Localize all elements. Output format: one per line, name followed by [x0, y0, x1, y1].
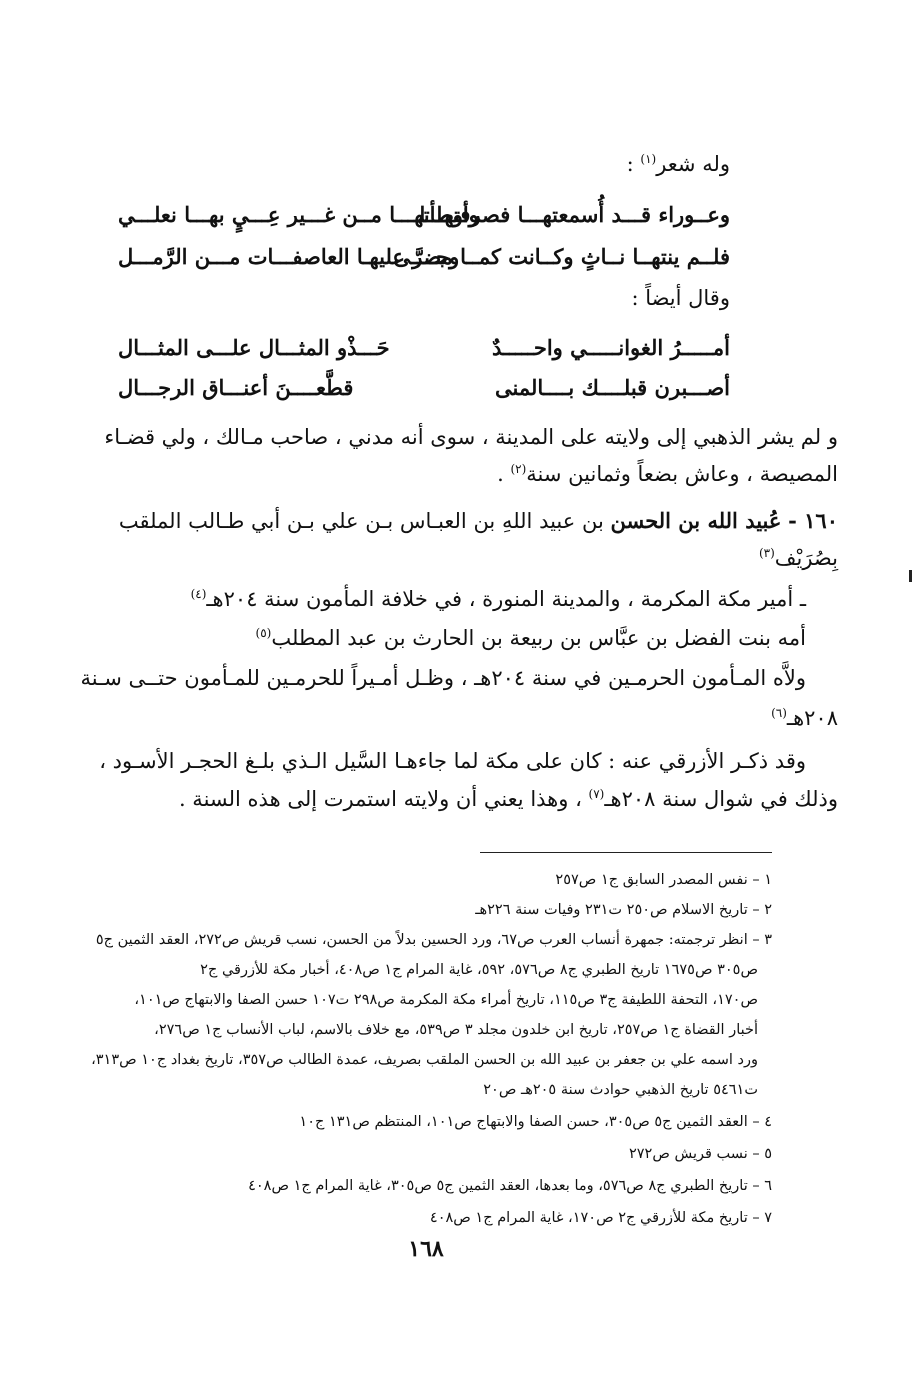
footnote-3-line-4: أخبار القضاة ج١ ص٢٥٧، تاريخ ابن خلدون مجلد ٣ ص٥٣٩، مع خلاف بالاسم، لباب الأنساب ج١ ص٢٧٦،	[154, 1022, 758, 1038]
margin-mark	[909, 570, 912, 582]
footnote-ref-5: (٥)	[255, 626, 272, 640]
verse-1-second-hemistich: وأوطأتهـــا مــن غـــير عِـــيٍ بهـــا نعلـــي	[118, 202, 479, 227]
footnote-1: ١ – نفس المصدر السابق ج١ ص٢٥٧	[555, 872, 772, 888]
entry-heading-line-1: ١٦٠ - عُبيد الله بن الحسن بن عبيد اللهِ بن العبـاس بـن علي بـن أبي طـالب الملقب	[118, 508, 838, 533]
paragraph-2-line-1: ولاَّه المـأمون الحرمـين في سنة ٢٠٤هـ ، وظـل أمـيراً للحرمـين للمـأمون حتــى سـنة	[80, 666, 806, 690]
verse-4-first-hemistich: أصـــبرن قبلــــك بــــالمنى	[495, 375, 730, 400]
verse-3-first-hemistich: أمـــــرُ الغوانـــــي واحـــــدٌ	[492, 335, 730, 360]
footnote-3-line-6: ت٥٤٦١ تاريخ الذهبي حوادث سنة ٢٠٥هـ ص٢٠	[483, 1082, 758, 1098]
paragraph-1-line-1: و لم يشر الذهبي إلى ولايته على المدينة ، سوى أنه مدني ، صاحب مـالك ، ولي قضـاء	[104, 425, 838, 449]
verse-4-second-hemistich: قطَّعــــنَ أعنـــاق الرجـــال	[118, 375, 354, 400]
verse-3-second-hemistich: حَـــذْو المثـــال علـــى المثـــال	[118, 335, 390, 360]
page-number: ١٦٨	[408, 1236, 444, 1262]
intro-line-also: وقال أيضاً :	[631, 286, 730, 310]
paragraph-3-line-2: وذلك في شوال سنة ٢٠٨هـ$^{(٧)}$ ، وهذا يعني أن ولايته استمرت إلى هذه السنة .	[178, 787, 838, 811]
fact-emir-line: ـ أمير مكة المكرمة ، والمدينة المنورة ، في خلافة المأمون سنة ٢٠٤هـ$^{(٤)}$	[190, 587, 806, 611]
footnote-ref-3: (٣)	[758, 546, 775, 560]
footnote-separator	[480, 852, 772, 853]
footnote-3-line-1: ٣ – انظر ترجمته: جمهرة أنساب العرب ص٦٧، ورد الحسين بدلاً من الحسن، نسب قريش ص٢٧٢، العقد الثمين ج٥	[95, 932, 772, 948]
footnote-4: ٤ – العقد الثمين ج٥ ص٣٠٥، حسن الصفا والابتهاج ص١٠١، المنتظم ص١٣١ ج١٠	[299, 1114, 772, 1130]
entry-name: عُبيد الله بن الحسن	[610, 508, 782, 533]
footnote-3-line-2: ص٣٠٥ ص١٦٧٥ تاريخ الطبري ج٨ ص٥٧٦، ٥٩٢، غاية المرام ج١ ص٤٠٨، أخبار مكة للأزرقي ج٢	[200, 962, 758, 978]
verse-2-first-hemistich: فلــم ينتهــا نــاثٍ وكــانت كمــا مضــى	[393, 244, 730, 269]
footnote-3-line-3: ص١٧٠، التحفة اللطيفة ج٣ ص١١٥، تاريخ أمراء مكة المكرمة ص٢٩٨ ت١٠٧ حسن الصفا والابتهاج ص١٠١،	[134, 992, 758, 1008]
footnote-5: ٥ – نسب قريش ص٢٧٢	[628, 1146, 772, 1162]
verse-1-first-hemistich: وعــوراء قـــد أُسمعتهـــا فصرفتهـــا	[419, 202, 730, 227]
entry-heading-line-2: بِصُرَيْف$^{(٣)}$	[758, 546, 838, 570]
entry-number: ١٦٠ -	[788, 508, 838, 533]
footnote-6: ٦ – تاريخ الطبري ج٨ ص٥٧٦، وما بعدها، العقد الثمين ج٥ ص٣٠٥، غاية المرام ج١ ص٤٠٨	[248, 1178, 772, 1194]
paragraph-3-line-1: وقد ذكـر الأزرقي عنه : كان على مكة لما جاءهـا السَّيل الـذي بلـغ الحجـر الأسـود ،	[99, 749, 806, 773]
paragraph-1-line-2: المصيصة ، وعاش بضعاً وثمانين سنة$^{(٢)}$ .	[497, 462, 838, 486]
footnote-7: ٧ – تاريخ مكة للأزرقي ج٢ ص١٧٠، غاية المرام ج١ ص٤٠٨	[429, 1210, 772, 1226]
paragraph-2-line-2: ٢٠٨هـ$^{(٦)}$	[771, 706, 838, 730]
footnote-ref-1: (١)	[640, 152, 657, 166]
footnote-2: ٢ – تاريخ الاسلام ص٢٥٠ ت٢٣١ وفيات سنة ٢٢٦هـ	[475, 902, 772, 918]
footnote-ref-7: (٧)	[588, 787, 605, 801]
footnote-3-line-5: ورد اسمه علي بن جعفر بن عبيد الله بن الحسن الملقب بصريف، عمدة الطالب ص٣٥٧، تاريخ بغداد ج١٠ ص٣١٣،	[91, 1052, 758, 1068]
footnote-ref-2: (٢)	[510, 462, 527, 476]
footnote-ref-4: (٤)	[190, 587, 207, 601]
verse-2-second-hemistich: وجــرَّ عليهـا العاصفـــات مـــن الرَّمـــل	[118, 244, 460, 269]
intro-line-poetry: وله شعر$^{(١)}$ :	[626, 152, 730, 176]
footnote-ref-6: (٦)	[771, 706, 787, 720]
fact-mother-line: أمه بنت الفضل بن عبَّاس بن ربيعة بن الحارث بن عبد المطلب$^{(٥)}$	[255, 626, 806, 650]
